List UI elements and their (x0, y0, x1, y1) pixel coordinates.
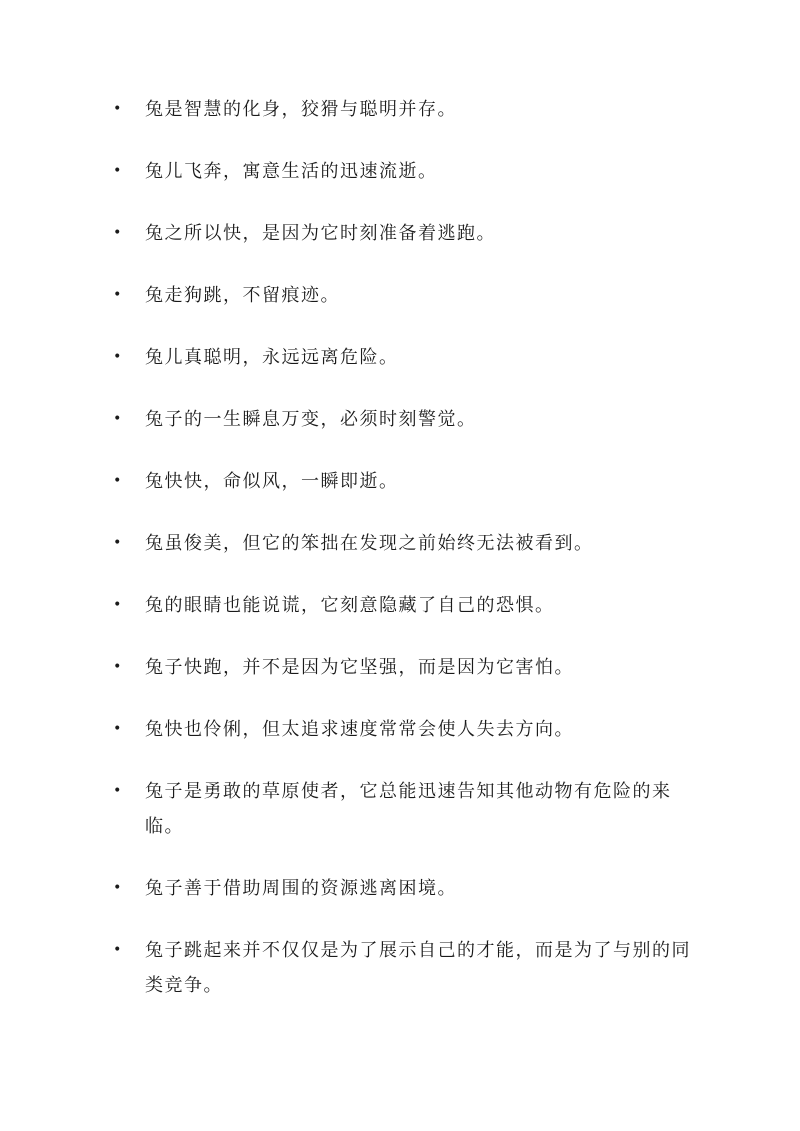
list-item (113, 278, 703, 313)
bullet-icon: • (113, 597, 123, 613)
bullet-icon: • (113, 163, 123, 179)
bullet-icon: • (113, 101, 123, 117)
list-item-text: 兔子快跑，并不是因为它坚强，而是因为它害怕。 (145, 657, 574, 678)
list-item (113, 774, 703, 844)
list-item-text: 兔快也伶俐，但太追求速度常常会使人失去方向。 (145, 719, 574, 740)
list-item-text: 兔快快，命似风，一瞬即逝。 (145, 471, 399, 492)
list-item (113, 588, 703, 623)
list-item-text: 兔子是勇敢的草原使者，它总能迅速告知其他动物有危险的来临。 (145, 781, 672, 837)
list-item-text: 兔是智慧的化身，狡猾与聪明并存。 (145, 99, 457, 120)
list-item (113, 402, 703, 437)
list-item-text: 兔之所以快，是因为它时刻准备着逃跑。 (145, 223, 496, 244)
list-item-text: 兔儿真聪明，永远远离危险。 (145, 347, 399, 368)
list-item (113, 933, 703, 1003)
list-item (113, 526, 703, 561)
list-item-text: 兔的眼睛也能说谎，它刻意隐藏了自己的恐惧。 (145, 595, 555, 616)
list-item-text: 兔儿飞奔，寓意生活的迅速流逝。 (145, 161, 438, 182)
list-item (113, 712, 703, 747)
list-item (113, 92, 703, 127)
bullet-icon: • (113, 535, 123, 551)
bullet-icon: • (113, 287, 123, 303)
bullet-icon: • (113, 880, 123, 896)
list-item-text: 兔子善于借助周围的资源逃离困境。 (145, 878, 457, 899)
bullet-icon: • (113, 349, 123, 365)
list-item-text: 兔虽俊美，但它的笨拙在发现之前始终无法被看到。 (145, 533, 594, 554)
bullet-icon: • (113, 942, 123, 958)
bullet-icon: • (113, 225, 123, 241)
list-item (113, 871, 703, 906)
bullet-icon: • (113, 411, 123, 427)
bullet-list (113, 92, 703, 1030)
list-item (113, 216, 703, 251)
list-item (113, 650, 703, 685)
list-item-text: 兔子的一生瞬息万变，必须时刻警觉。 (145, 409, 477, 430)
list-item-text: 兔走狗跳，不留痕迹。 (145, 285, 340, 306)
list-item (113, 464, 703, 499)
bullet-icon: • (113, 473, 123, 489)
bullet-icon: • (113, 783, 123, 799)
list-item-text: 兔子跳起来并不仅仅是为了展示自己的才能，而是为了与别的同类竞争。 (145, 940, 691, 996)
bullet-icon: • (113, 659, 123, 675)
list-item (113, 154, 703, 189)
bullet-icon: • (113, 721, 123, 737)
list-item (113, 340, 703, 375)
